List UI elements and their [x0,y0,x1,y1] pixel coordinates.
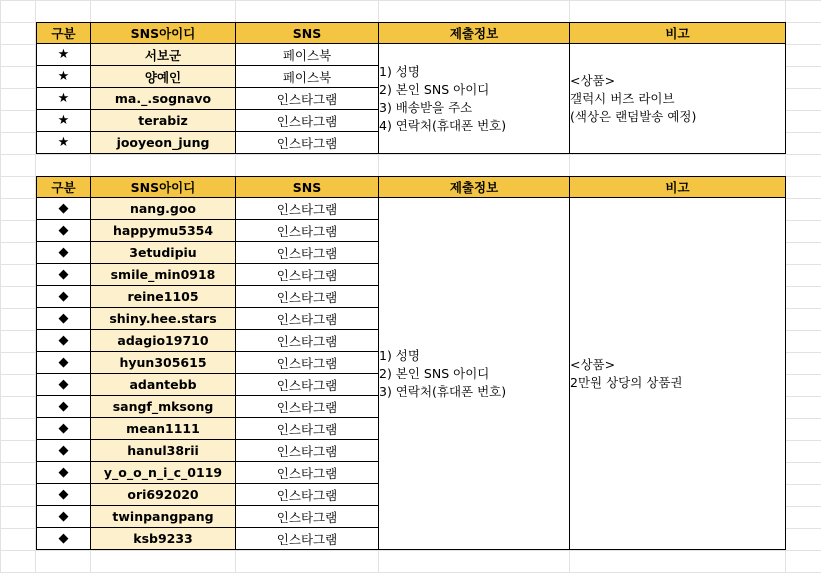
table-row [37,44,786,66]
sns-cell[interactable]: 인스타그램 [236,198,379,220]
submit-info-line: 2) 본인 SNS 아이디 [379,81,490,97]
sns-cell[interactable]: 인스타그램 [236,462,379,484]
row-marker[interactable]: ◆ [37,308,91,330]
header-note: 비고 [570,177,786,198]
sns-cell[interactable]: 인스타그램 [236,132,379,154]
sns-id-cell[interactable]: ma._.sognavo [91,88,236,110]
header-sns-id: SNS아이디 [91,23,236,44]
submit-info-line: 4) 연락처(휴대폰 번호) [379,117,507,133]
row-marker[interactable]: ★ [37,44,91,66]
row-marker[interactable]: ◆ [37,198,91,220]
row-marker[interactable]: ◆ [37,528,91,550]
row-marker[interactable]: ★ [37,66,91,88]
submit-info-cell[interactable] [379,44,570,154]
row-marker[interactable]: ◆ [37,264,91,286]
sns-id-cell[interactable]: smile_min0918 [91,264,236,286]
note-line: <상품> [570,72,616,88]
row-marker[interactable]: ◆ [37,484,91,506]
note-cell[interactable] [570,44,786,154]
header-sns: SNS [236,23,379,44]
sns-cell[interactable]: 인스타그램 [236,88,379,110]
sns-id-cell[interactable]: hyun305615 [91,352,236,374]
submit-info-cell[interactable] [379,198,570,550]
sns-id-cell[interactable]: mean1111 [91,418,236,440]
row-marker[interactable]: ◆ [37,440,91,462]
row-marker[interactable]: ◆ [37,242,91,264]
sns-id-cell[interactable]: shiny.hee.stars [91,308,236,330]
row-marker[interactable]: ◆ [37,286,91,308]
sns-id-cell[interactable]: y_o_o_n_i_c_0119 [91,462,236,484]
sns-cell[interactable]: 인스타그램 [236,528,379,550]
submit-info-line: 1) 성명 [379,63,420,79]
submit-info-line: 3) 배송받을 주소 [379,99,473,115]
row-marker[interactable]: ◆ [37,330,91,352]
sns-id-cell[interactable]: hanul38rii [91,440,236,462]
sns-id-cell[interactable]: 양예인 [91,66,236,88]
sns-id-cell[interactable]: twinpangpang [91,506,236,528]
sns-cell[interactable]: 인스타그램 [236,242,379,264]
sns-id-cell[interactable]: jooyeon_jung [91,132,236,154]
row-marker[interactable]: ★ [37,110,91,132]
table-row [37,198,786,220]
note-line: 2만원 상당의 상품권 [570,374,683,390]
header-sns-id: SNS아이디 [91,177,236,198]
sns-cell[interactable]: 인스타그램 [236,374,379,396]
sns-cell[interactable]: 인스타그램 [236,286,379,308]
row-marker[interactable]: ◆ [37,352,91,374]
winner-table-2 [36,176,786,550]
submit-info-line: 2) 본인 SNS 아이디 [379,365,490,381]
row-marker[interactable]: ◆ [37,374,91,396]
sns-id-cell[interactable]: sangf_mksong [91,396,236,418]
header-submit-info: 제출정보 [379,23,570,44]
row-marker[interactable]: ★ [37,132,91,154]
submit-info-line: 1) 성명 [379,347,420,363]
row-marker[interactable]: ◆ [37,506,91,528]
note-line: <상품> [570,356,616,372]
row-marker[interactable]: ★ [37,88,91,110]
sns-id-cell[interactable]: ori692020 [91,484,236,506]
sns-cell[interactable]: 인스타그램 [236,352,379,374]
header-category: 구분 [37,177,91,198]
sns-cell[interactable]: 인스타그램 [236,264,379,286]
sns-id-cell[interactable]: 3etudipiu [91,242,236,264]
header-note: 비고 [570,23,786,44]
sns-cell[interactable]: 페이스북 [236,66,379,88]
sns-cell[interactable]: 인스타그램 [236,220,379,242]
sns-cell[interactable]: 인스타그램 [236,506,379,528]
sns-id-cell[interactable]: 서보군 [91,44,236,66]
header-submit-info: 제출정보 [379,177,570,198]
sns-cell[interactable]: 인스타그램 [236,110,379,132]
note-line: 갤럭시 버즈 라이브 [570,90,675,106]
header-row [37,23,786,44]
note-line: (색상은 랜덤발송 예정) [570,108,697,124]
sns-cell[interactable]: 인스타그램 [236,396,379,418]
note-cell[interactable] [570,198,786,550]
submit-info-line: 3) 연락처(휴대폰 번호) [379,383,507,399]
row-marker[interactable]: ◆ [37,220,91,242]
sns-cell[interactable]: 인스타그램 [236,330,379,352]
row-marker[interactable]: ◆ [37,462,91,484]
sns-id-cell[interactable]: adagio19710 [91,330,236,352]
row-marker[interactable]: ◆ [37,418,91,440]
sns-id-cell[interactable]: happymu5354 [91,220,236,242]
sns-cell[interactable]: 인스타그램 [236,440,379,462]
sns-id-cell[interactable]: adantebb [91,374,236,396]
header-sns: SNS [236,177,379,198]
sns-cell[interactable]: 인스타그램 [236,418,379,440]
header-row [37,177,786,198]
sns-cell[interactable]: 인스타그램 [236,484,379,506]
winner-table-1 [36,22,786,154]
row-marker[interactable]: ◆ [37,396,91,418]
sns-id-cell[interactable]: reine1105 [91,286,236,308]
sns-cell[interactable]: 인스타그램 [236,308,379,330]
header-category: 구분 [37,23,91,44]
sns-id-cell[interactable]: ksb9233 [91,528,236,550]
sns-id-cell[interactable]: nang.goo [91,198,236,220]
sns-id-cell[interactable]: terabiz [91,110,236,132]
sns-cell[interactable]: 페이스북 [236,44,379,66]
